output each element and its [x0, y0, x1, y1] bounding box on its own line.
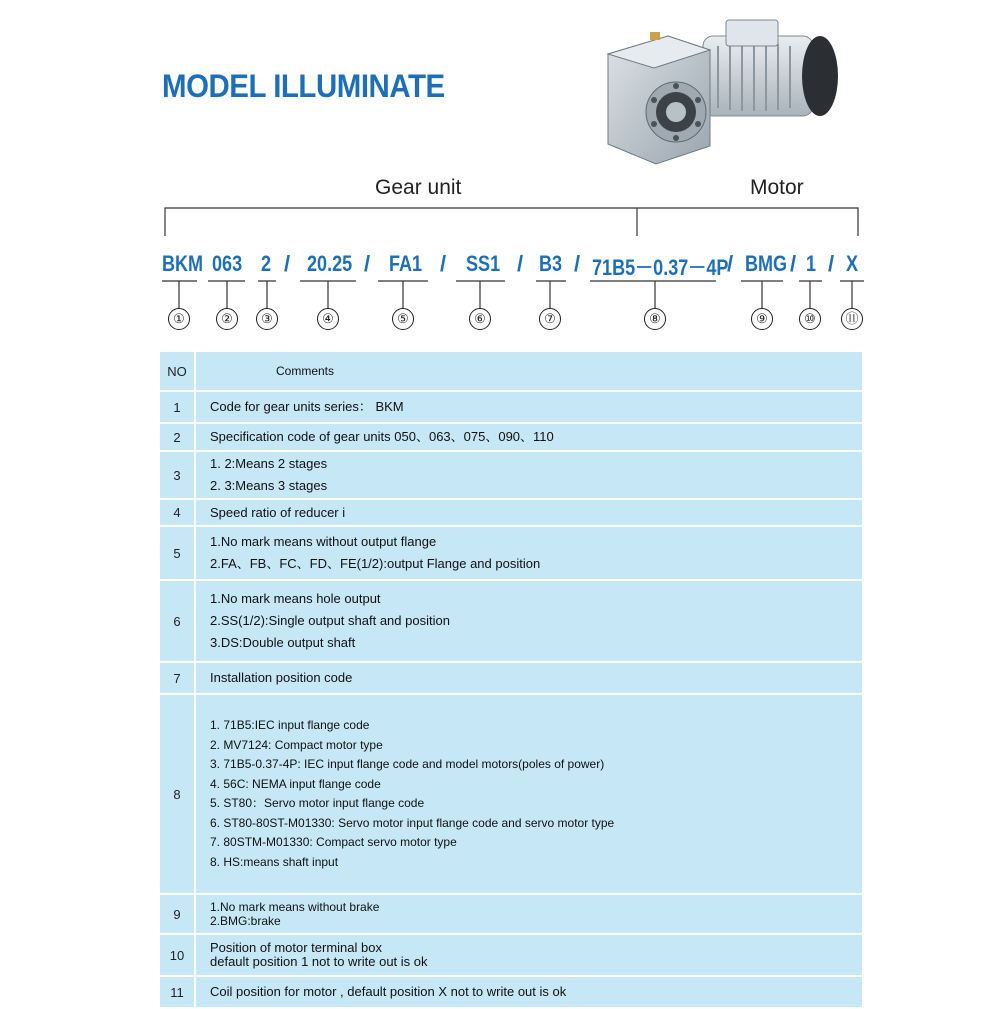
row-comments — [196, 452, 862, 498]
circled-number — [256, 308, 278, 330]
row-line: 4. 56C: NEMA input flange code — [210, 776, 381, 791]
gear-unit-label: Gear unit — [375, 176, 462, 199]
circled-number — [799, 308, 821, 330]
row-line: 2. MV7124: Compact motor type — [210, 737, 383, 752]
separator: / — [284, 251, 291, 276]
row-line: 2.FA、FB、FC、FD、FE(1/2):output Flange and position — [210, 556, 541, 571]
row-line: 1. 71B5:IEC input flange code — [210, 718, 370, 732]
circled-number-text: ⑩ — [804, 311, 816, 326]
row-line: 8. HS:means shaft input — [210, 854, 339, 869]
circled-number — [841, 308, 863, 330]
code-size: 063 — [212, 251, 243, 276]
row-line: 3.DS:Double output shaft — [210, 635, 356, 650]
code-ratio: 20.25 — [307, 251, 353, 276]
row-line: 7. 80STM-M01330: Compact servo motor type — [210, 835, 457, 849]
row-no: 2 — [160, 424, 196, 450]
header-comments — [196, 352, 862, 390]
row-line: 3. 71B5-0.37-4P: IEC input flange code and model motors(poles of power) — [210, 757, 605, 771]
row-no: 7 — [160, 663, 196, 693]
table-row — [160, 895, 862, 935]
separator: / — [828, 251, 835, 276]
circled-number-text: ② — [221, 311, 233, 326]
row-line: 1.No mark means hole output — [210, 591, 381, 606]
row-no: 9 — [160, 895, 196, 933]
code-stages: 2 — [261, 251, 272, 276]
table-row — [160, 663, 862, 695]
circled-number-text: ⑪ — [845, 311, 859, 326]
table-row — [160, 581, 862, 663]
row-line: Position of motor terminal box — [210, 940, 382, 955]
table-row — [160, 527, 862, 581]
circled-number — [392, 308, 414, 330]
row-comments — [196, 581, 862, 661]
table-row — [160, 935, 862, 977]
circled-number-text: ⑦ — [544, 311, 556, 326]
row-line: Coil position for motor , default position X not to write out is ok — [210, 984, 567, 999]
code-coil: X — [846, 251, 859, 276]
circled-number — [168, 308, 190, 330]
row-no: 8 — [160, 695, 196, 893]
row-no: 3 — [160, 452, 196, 498]
row-line: 2.BMG:brake — [210, 914, 281, 928]
circled-number — [216, 308, 238, 330]
row-line: 5. ST80：Servo motor input flange code — [210, 796, 425, 810]
circled-number — [751, 308, 773, 330]
row-comments — [196, 527, 862, 579]
page-title: MODEL ILLUMINATE — [162, 68, 445, 104]
circled-number-text: ③ — [261, 311, 273, 326]
row-line: Specification code of gear units 050、063、075、090、110 — [210, 429, 554, 444]
separator: / — [517, 251, 524, 276]
row-comments — [196, 935, 862, 975]
separator: / — [440, 251, 447, 276]
code-shaft: SS1 — [466, 251, 501, 276]
separator: / — [574, 251, 581, 276]
circled-number — [469, 308, 491, 330]
separator: / — [727, 251, 734, 276]
row-line: 1. 2:Means 2 stages — [210, 456, 328, 471]
row-line: Code for gear units series： BKM — [210, 399, 404, 414]
row-no: 5 — [160, 527, 196, 579]
code-terminal-box: 1 — [806, 251, 817, 276]
circled-number-text: ⑤ — [397, 311, 409, 326]
row-comments — [196, 392, 862, 422]
header-no: NO — [160, 352, 196, 390]
row-no: 10 — [160, 935, 196, 975]
code-bracket-lines — [0, 0, 1000, 340]
table-row — [160, 977, 862, 1009]
code-brake: BMG — [745, 251, 788, 276]
table-row — [160, 424, 862, 452]
header-comments-text: Comments — [276, 364, 335, 378]
circled-number-text: ① — [173, 311, 185, 326]
row-no: 1 — [160, 392, 196, 422]
row-line: 1.No mark means without brake — [210, 900, 380, 914]
code-mounting: B3 — [539, 251, 563, 276]
circled-number — [644, 308, 666, 330]
circled-number — [539, 308, 561, 330]
circled-number-text: ⑥ — [474, 311, 486, 326]
row-comments — [196, 500, 862, 525]
row-line: default position 1 not to write out is ok — [210, 954, 428, 969]
row-line: 2. 3:Means 3 stages — [210, 478, 328, 493]
code-flange: FA1 — [389, 251, 423, 276]
row-comments — [196, 663, 862, 693]
row-comments — [196, 424, 862, 450]
table-row — [160, 452, 862, 500]
row-no: 4 — [160, 500, 196, 525]
code-explanation-table — [160, 352, 862, 1009]
table-row — [160, 392, 862, 424]
row-line: Speed ratio of reducer i — [210, 504, 346, 520]
motor-label: Motor — [750, 176, 804, 199]
row-comments — [196, 695, 862, 893]
separator: / — [364, 251, 371, 276]
row-line: 2.SS(1/2):Single output shaft and position — [210, 613, 450, 628]
circled-number-text: ⑨ — [756, 311, 768, 326]
table-row — [160, 500, 862, 527]
row-comments — [196, 895, 862, 933]
code-motor: 71B5－0.37－4P — [592, 255, 729, 280]
circled-number-text: ④ — [322, 311, 334, 326]
separator: / — [790, 251, 797, 276]
table-row — [160, 695, 862, 895]
row-no: 11 — [160, 977, 196, 1007]
circled-number — [317, 308, 339, 330]
row-comments — [196, 977, 862, 1007]
code-series: BKM — [162, 251, 204, 276]
row-line: Installation position code — [210, 670, 353, 685]
table-header-row — [160, 352, 862, 392]
row-line: 6. ST80-80ST-M01330: Servo motor input flange code and servo motor type — [210, 815, 615, 830]
row-line: 1.No mark means without output flange — [210, 534, 437, 549]
row-no: 6 — [160, 581, 196, 661]
circled-number-text: ⑧ — [649, 311, 661, 326]
